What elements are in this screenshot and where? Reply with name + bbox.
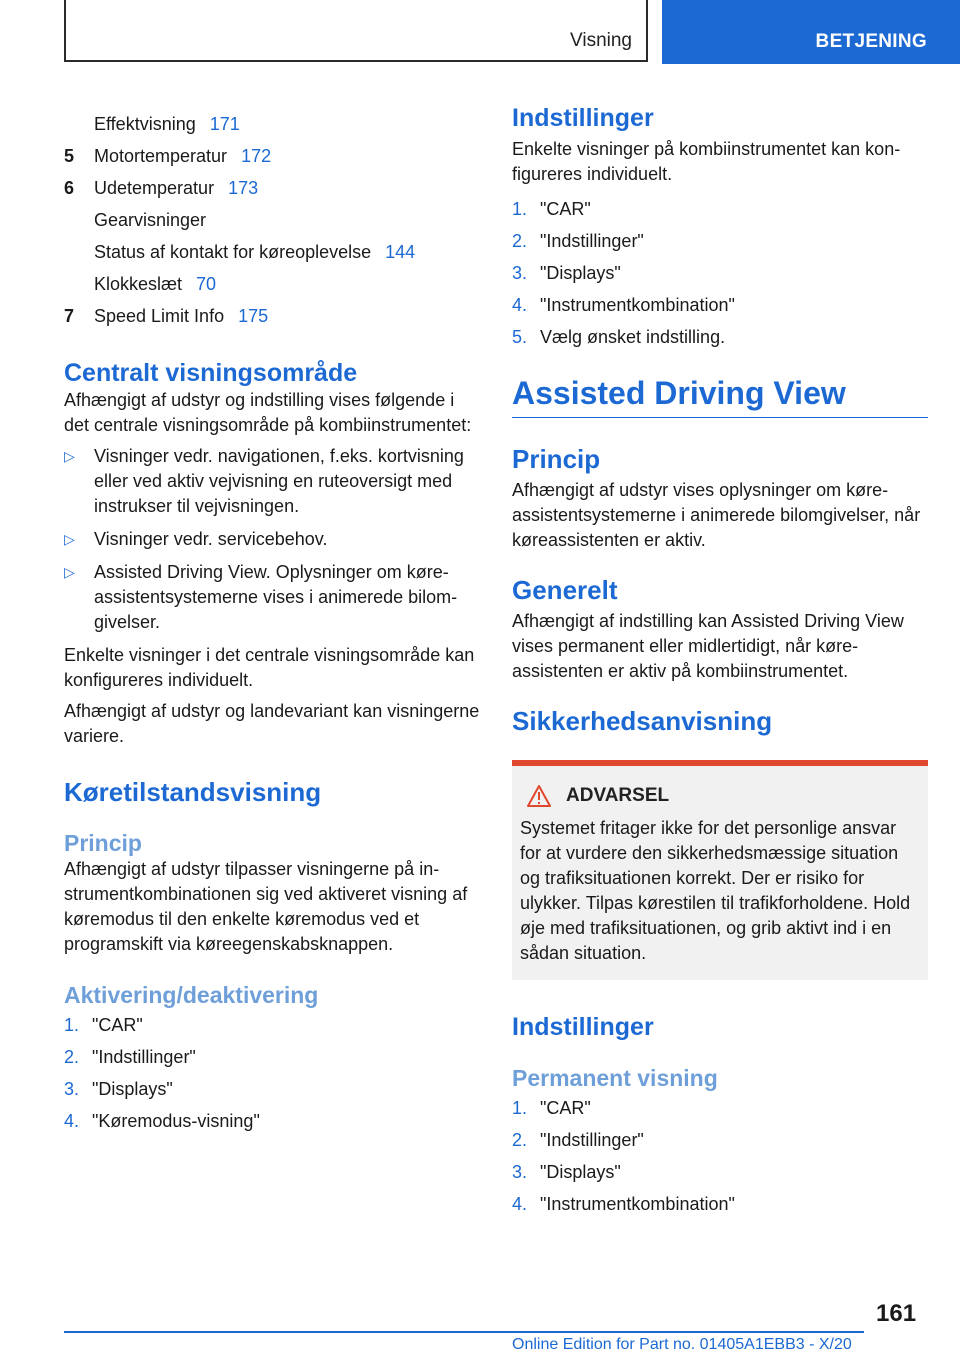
page-ref-link[interactable]: 172 [241, 146, 272, 166]
legend-row: Effektvisning 171 [94, 114, 240, 134]
list-item: ▷ Visninger vedr. servicebehov. [64, 527, 480, 552]
page-ref-link[interactable]: 175 [238, 306, 269, 326]
warning-box [512, 760, 928, 980]
adv-settings-heading: Indstillinger [512, 1013, 654, 1041]
list-item: 2. "Indstillinger" [512, 231, 644, 251]
list-item: 1. "CAR" [64, 1015, 143, 1035]
adv-general-text: Afhængigt af indstilling kan Assisted Driving View vises permanent eller midlertidigt, når køreassistenten er aktiv på kombiinstrumentet. [512, 611, 904, 681]
list-item: 3. "Displays" [64, 1079, 173, 1099]
page-ref-link[interactable]: 173 [228, 178, 259, 198]
settings-steps [512, 193, 928, 353]
warning-title: ADVARSEL [566, 785, 670, 806]
list-item: 2. "Indstillinger" [512, 1130, 644, 1150]
settings-intro: Enkelte visninger på kombiinstrumentet kan konfigureres individuelt. [512, 139, 901, 184]
legend-row: Status af kontakt for køreoplevelse 144 [94, 242, 416, 262]
list-item: 3. "Displays" [512, 263, 621, 283]
permanent-heading: Permanent visning [512, 1065, 718, 1091]
legend-row: Gearvisninger [94, 210, 207, 230]
adv-principle-heading: Princip [512, 444, 601, 474]
legend-row: 5 Motortemperatur 172 [64, 146, 272, 166]
adv-main-heading: Assisted Driving View [512, 373, 928, 418]
warning-triangle-icon [526, 784, 552, 808]
driving-mode-principle-text: Afhængigt af udstyr tilpasser visningerne på instrumentkombinationen sig ved aktiveret visning af køremodus til den enkelte køremodus ved et programskift via køreegenskabsknappen. [64, 859, 468, 954]
page-ref-link[interactable]: 171 [209, 114, 240, 134]
header-chapter-tab [662, 0, 960, 64]
legend-list [64, 108, 480, 332]
header-section-box [64, 0, 648, 62]
list-item: 4. "Instrumentkombination" [512, 1194, 735, 1214]
triangle-bullet-icon: ▷ [64, 564, 75, 580]
safety-heading: Sikkerhedsanvisning [512, 706, 773, 736]
settings-heading: Indstillinger [512, 104, 654, 132]
list-item: 2. "Indstillinger" [64, 1047, 196, 1067]
list-item: 5. Vælg ønsket indstilling. [512, 327, 726, 347]
list-item: ▷ Visninger vedr. navigationen, f.eks. kortvisning eller ved aktiv vejvisning en ruteoversigt med instrukser til vejvisningen. [64, 446, 464, 516]
legend-row: 6 Udetemperatur 173 [64, 178, 259, 198]
page-ref-link[interactable]: 70 [196, 274, 217, 294]
driving-mode-principle-heading: Princip [64, 830, 142, 856]
list-item: 4. "Instrumentkombination" [512, 295, 735, 315]
activation-steps [64, 1009, 480, 1137]
driving-mode-heading: Køretilstandsvisning [64, 777, 322, 807]
footer-edition-text: Online Edition for Part no. 01405A1EBB3 - X/20 [512, 1336, 852, 1353]
warning-title-row [520, 784, 920, 808]
central-bullet-list [64, 444, 480, 635]
list-item: 3. "Displays" [512, 1162, 621, 1182]
list-item: ▷ Assisted Driving View. Oplysninger om køreassistentsystemerne vises i animerede bilomgivelser. [64, 562, 458, 632]
central-paragraph-2: Afhængigt af udstyr og landevariant kan visningerne variere. [64, 701, 480, 746]
header-chapter-label: BETJENING [815, 31, 927, 52]
list-item: 1. "CAR" [512, 199, 591, 219]
warning-text: Systemet fritager ikke for det personlige ansvar for at vurdere den sikkerhedsmæssige situation og trafiksituationen korrekt. Der er risiko for ulykker. Tilpas kørestilen til trafikforholdene. Hold øje med trafiksituationen, og grib aktivt ind i en sådan situation. [520, 818, 911, 963]
list-item: 1. "CAR" [512, 1098, 591, 1118]
adv-general-heading: Generelt [512, 575, 618, 605]
footer-divider [64, 1331, 864, 1333]
central-heading: Centralt visningsområde [64, 359, 358, 387]
list-item: 4. "Køremodus-visning" [64, 1111, 260, 1131]
triangle-bullet-icon: ▷ [64, 448, 75, 464]
left-column [64, 108, 480, 1137]
page-number: 161 [876, 1300, 917, 1327]
permanent-steps [512, 1092, 928, 1220]
header-section-label: Visning [570, 30, 632, 51]
central-intro: Afhængigt af udstyr og indstilling vises følgende i det centrale visningsområde på kombiinstrumentet: [64, 390, 472, 435]
legend-row: Klokkeslæt 70 [94, 274, 217, 294]
triangle-bullet-icon: ▷ [64, 531, 75, 547]
central-paragraph-1: Enkelte visninger i det centrale visningsområde kan konfigureres individuelt. [64, 645, 475, 690]
legend-row: 7 Speed Limit Info 175 [64, 306, 269, 326]
page-ref-link[interactable]: 144 [385, 242, 416, 262]
activation-heading: Aktivering/deaktivering [64, 982, 319, 1008]
adv-principle-text: Afhængigt af udstyr vises oplysninger om køreassistentsystemerne i animerede bilomgivelser, når køreassistenten er aktiv. [512, 480, 921, 550]
right-column [512, 103, 928, 1220]
